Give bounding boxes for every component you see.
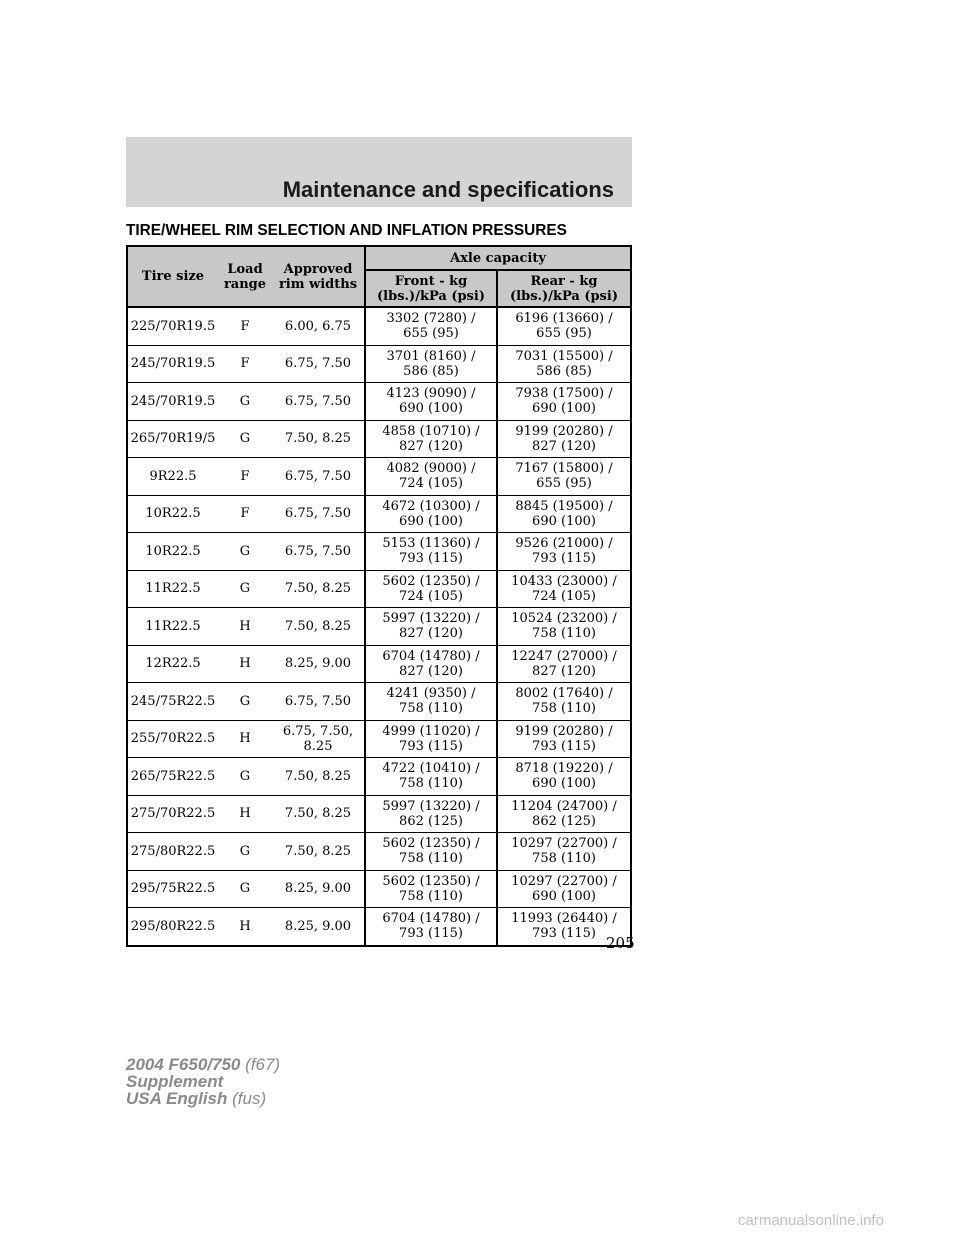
header-rear-capacity: Rear - kg (lbs.)/kPa (psi): [497, 270, 631, 307]
table-row: [127, 533, 631, 571]
cell-load-range: H: [218, 720, 272, 758]
cell-front-capacity: 5997 (13220) / 827 (120): [365, 608, 497, 646]
cell-front-capacity: 5153 (11360) / 793 (115): [365, 533, 497, 571]
header-axle-capacity: Axle capacity: [365, 246, 631, 270]
cell-rim-widths: 7.50, 8.25: [272, 570, 365, 608]
cell-load-range: F: [218, 345, 272, 383]
cell-tire-size: 275/70R22.5: [127, 795, 218, 833]
table-row: [127, 645, 631, 683]
cell-rim-widths: 6.00, 6.75: [284, 318, 352, 334]
header-load-range: Load range: [218, 246, 272, 307]
cell-tire-size: 265/75R22.5: [127, 758, 218, 796]
cell-tire-size: 245/70R19.5: [127, 345, 218, 383]
cell-rim-widths: 7.50, 8.25: [272, 795, 365, 833]
cell-load-range: H: [218, 608, 272, 646]
cell-rear-capacity: 10433 (23000) / 724 (105): [497, 570, 631, 608]
cell-tire-size: 12R22.5: [127, 645, 218, 683]
footer-model-code: (f67): [240, 1055, 281, 1074]
cell-rim-widths: 6.75, 7.50: [272, 683, 365, 721]
watermark: carmanualsonline.info: [738, 1212, 884, 1229]
cell-tire-size: 11R22.5: [127, 570, 218, 608]
cell-rim-widths: 8.25, 9.00: [272, 645, 365, 683]
cell-front-capacity: 5602 (12350) / 724 (105): [365, 570, 497, 608]
cell-tire-size: 275/80R22.5: [127, 833, 218, 871]
cell-front-capacity: 5997 (13220) / 862 (125): [365, 795, 497, 833]
cell-rear-capacity: 10297 (22700) / 758 (110): [497, 833, 631, 871]
cell-rear-capacity: 10297 (22700) / 690 (100): [497, 870, 631, 908]
table-row: [127, 720, 631, 758]
section-header-title: Maintenance and specifications: [282, 177, 614, 202]
cell-rear-capacity: 10524 (23200) / 758 (110): [497, 608, 631, 646]
cell-load-range: H: [218, 908, 272, 946]
cell-front-capacity: 4722 (10410) / 758 (110): [365, 758, 497, 796]
cell-front-capacity: 5602 (12350) / 758 (110): [365, 833, 497, 871]
cell-tire-size: 255/70R22.5: [127, 720, 218, 758]
cell-front-capacity: 4123 (9090) / 690 (100): [365, 383, 497, 421]
cell-rim-widths: 6.75, 7.50: [272, 383, 365, 421]
cell-rim-widths: 7.50, 8.25: [272, 758, 365, 796]
cell-load-range: G: [218, 870, 272, 908]
cell-rear-capacity: 8845 (19500) / 690 (100): [497, 495, 631, 533]
header-front-capacity: Front - kg (lbs.)/kPa (psi): [365, 270, 497, 307]
cell-rear-capacity: 9526 (21000) / 793 (115): [497, 533, 631, 571]
cell-load-range: G: [218, 533, 272, 571]
cell-tire-size: 265/70R19/5: [127, 420, 218, 458]
table-row: [127, 683, 631, 721]
table-row: [127, 307, 631, 345]
footer-model: 2004 F650/750: [126, 1055, 241, 1074]
cell-load-range: F: [218, 495, 272, 533]
cell-tire-size: 295/80R22.5: [127, 908, 218, 946]
cell-rim-widths: 7.50, 8.25: [272, 833, 365, 871]
cell-tire-size: 9R22.5: [127, 458, 218, 496]
cell-tire-size: 225/70R19.5: [130, 318, 216, 334]
footer-supplement: Supplement: [126, 1072, 224, 1091]
table-row: [127, 833, 631, 871]
cell-rim-widths: 6.75, 7.50, 8.25: [272, 720, 365, 758]
cell-front-capacity: 4999 (11020) / 793 (115): [365, 720, 497, 758]
cell-rear-capacity: 11993 (26440) / 793 (115): [497, 908, 631, 946]
tire-specification-table: [126, 245, 632, 947]
cell-tire-size: 295/75R22.5: [127, 870, 218, 908]
table-row: [127, 795, 631, 833]
table-row: [127, 570, 631, 608]
document-footer: [126, 1056, 280, 1107]
cell-rim-widths: 7.50, 8.25: [272, 420, 365, 458]
table-row: [127, 420, 631, 458]
table-row: [127, 758, 631, 796]
table-row: [127, 495, 631, 533]
footer-language: USA English: [126, 1089, 228, 1108]
cell-rear-capacity: 9199 (20280) / 793 (115): [497, 720, 631, 758]
cell-front-capacity: 4082 (9000) / 724 (105): [365, 458, 497, 496]
cell-rear-capacity: 7938 (17500) / 690 (100): [497, 383, 631, 421]
cell-rear-capacity: 7167 (15800) / 655 (95): [497, 458, 631, 496]
cell-rear-capacity: 7031 (15500) / 586 (85): [497, 345, 631, 383]
cell-front-capacity: 4858 (10710) / 827 (120): [365, 420, 497, 458]
table-row: [127, 908, 631, 946]
cell-rear-capacity: 8718 (19220) / 690 (100): [497, 758, 631, 796]
table-row: [127, 608, 631, 646]
cell-rear-capacity: 9199 (20280) / 827 (120): [497, 420, 631, 458]
cell-rim-widths: 6.75, 7.50: [272, 458, 365, 496]
page-number: 205: [606, 934, 635, 952]
table-row: [127, 458, 631, 496]
cell-rim-widths: 7.50, 8.25: [272, 608, 365, 646]
cell-front-capacity: 3701 (8160) / 586 (85): [365, 345, 497, 383]
cell-front-capacity: 5602 (12350) / 758 (110): [365, 870, 497, 908]
cell-load-range: F: [240, 318, 250, 334]
cell-rim-widths: 8.25, 9.00: [272, 870, 365, 908]
cell-rear-capacity: 8002 (17640) / 758 (110): [497, 683, 631, 721]
footer-language-code: (fus): [227, 1089, 267, 1108]
cell-front-capacity: 4241 (9350) / 758 (110): [365, 683, 497, 721]
page-title: TIRE/WHEEL RIM SELECTION AND INFLATION PRESSURES: [126, 222, 567, 239]
cell-rear-capacity: 11204 (24700) / 862 (125): [497, 795, 631, 833]
cell-load-range: G: [218, 683, 272, 721]
cell-tire-size: 10R22.5: [127, 495, 218, 533]
cell-load-range: G: [218, 383, 272, 421]
cell-front-capacity: 6704 (14780) / 793 (115): [365, 908, 497, 946]
cell-rim-widths: 6.75, 7.50: [272, 495, 365, 533]
cell-tire-size: 10R22.5: [127, 533, 218, 571]
cell-load-range: G: [218, 833, 272, 871]
table-row: [127, 383, 631, 421]
cell-load-range: G: [218, 758, 272, 796]
header-tire-size: Tire size: [127, 246, 218, 307]
cell-rim-widths: 6.75, 7.50: [272, 533, 365, 571]
table-row: [127, 345, 631, 383]
cell-rim-widths: 8.25, 9.00: [272, 908, 365, 946]
table-row: [127, 870, 631, 908]
cell-front-capacity: 3302 (7280) / 655 (95): [365, 307, 497, 345]
cell-tire-size: 245/70R19.5: [127, 383, 218, 421]
cell-tire-size: 245/75R22.5: [127, 683, 218, 721]
cell-rim-widths: 6.75, 7.50: [272, 345, 365, 383]
cell-front-capacity: 6704 (14780) / 827 (120): [365, 645, 497, 683]
section-header-band: [126, 137, 632, 207]
cell-load-range: H: [218, 645, 272, 683]
cell-rear-capacity: 6196 (13660) / 655 (95): [497, 307, 631, 345]
cell-rear-capacity: 12247 (27000) / 827 (120): [497, 645, 631, 683]
cell-load-range: H: [218, 795, 272, 833]
header-rim-widths: Approved rim widths: [272, 246, 365, 307]
cell-front-capacity: 4672 (10300) / 690 (100): [365, 495, 497, 533]
cell-load-range: F: [218, 458, 272, 496]
cell-load-range: G: [218, 570, 272, 608]
cell-load-range: G: [218, 420, 272, 458]
cell-tire-size: 11R22.5: [127, 608, 218, 646]
